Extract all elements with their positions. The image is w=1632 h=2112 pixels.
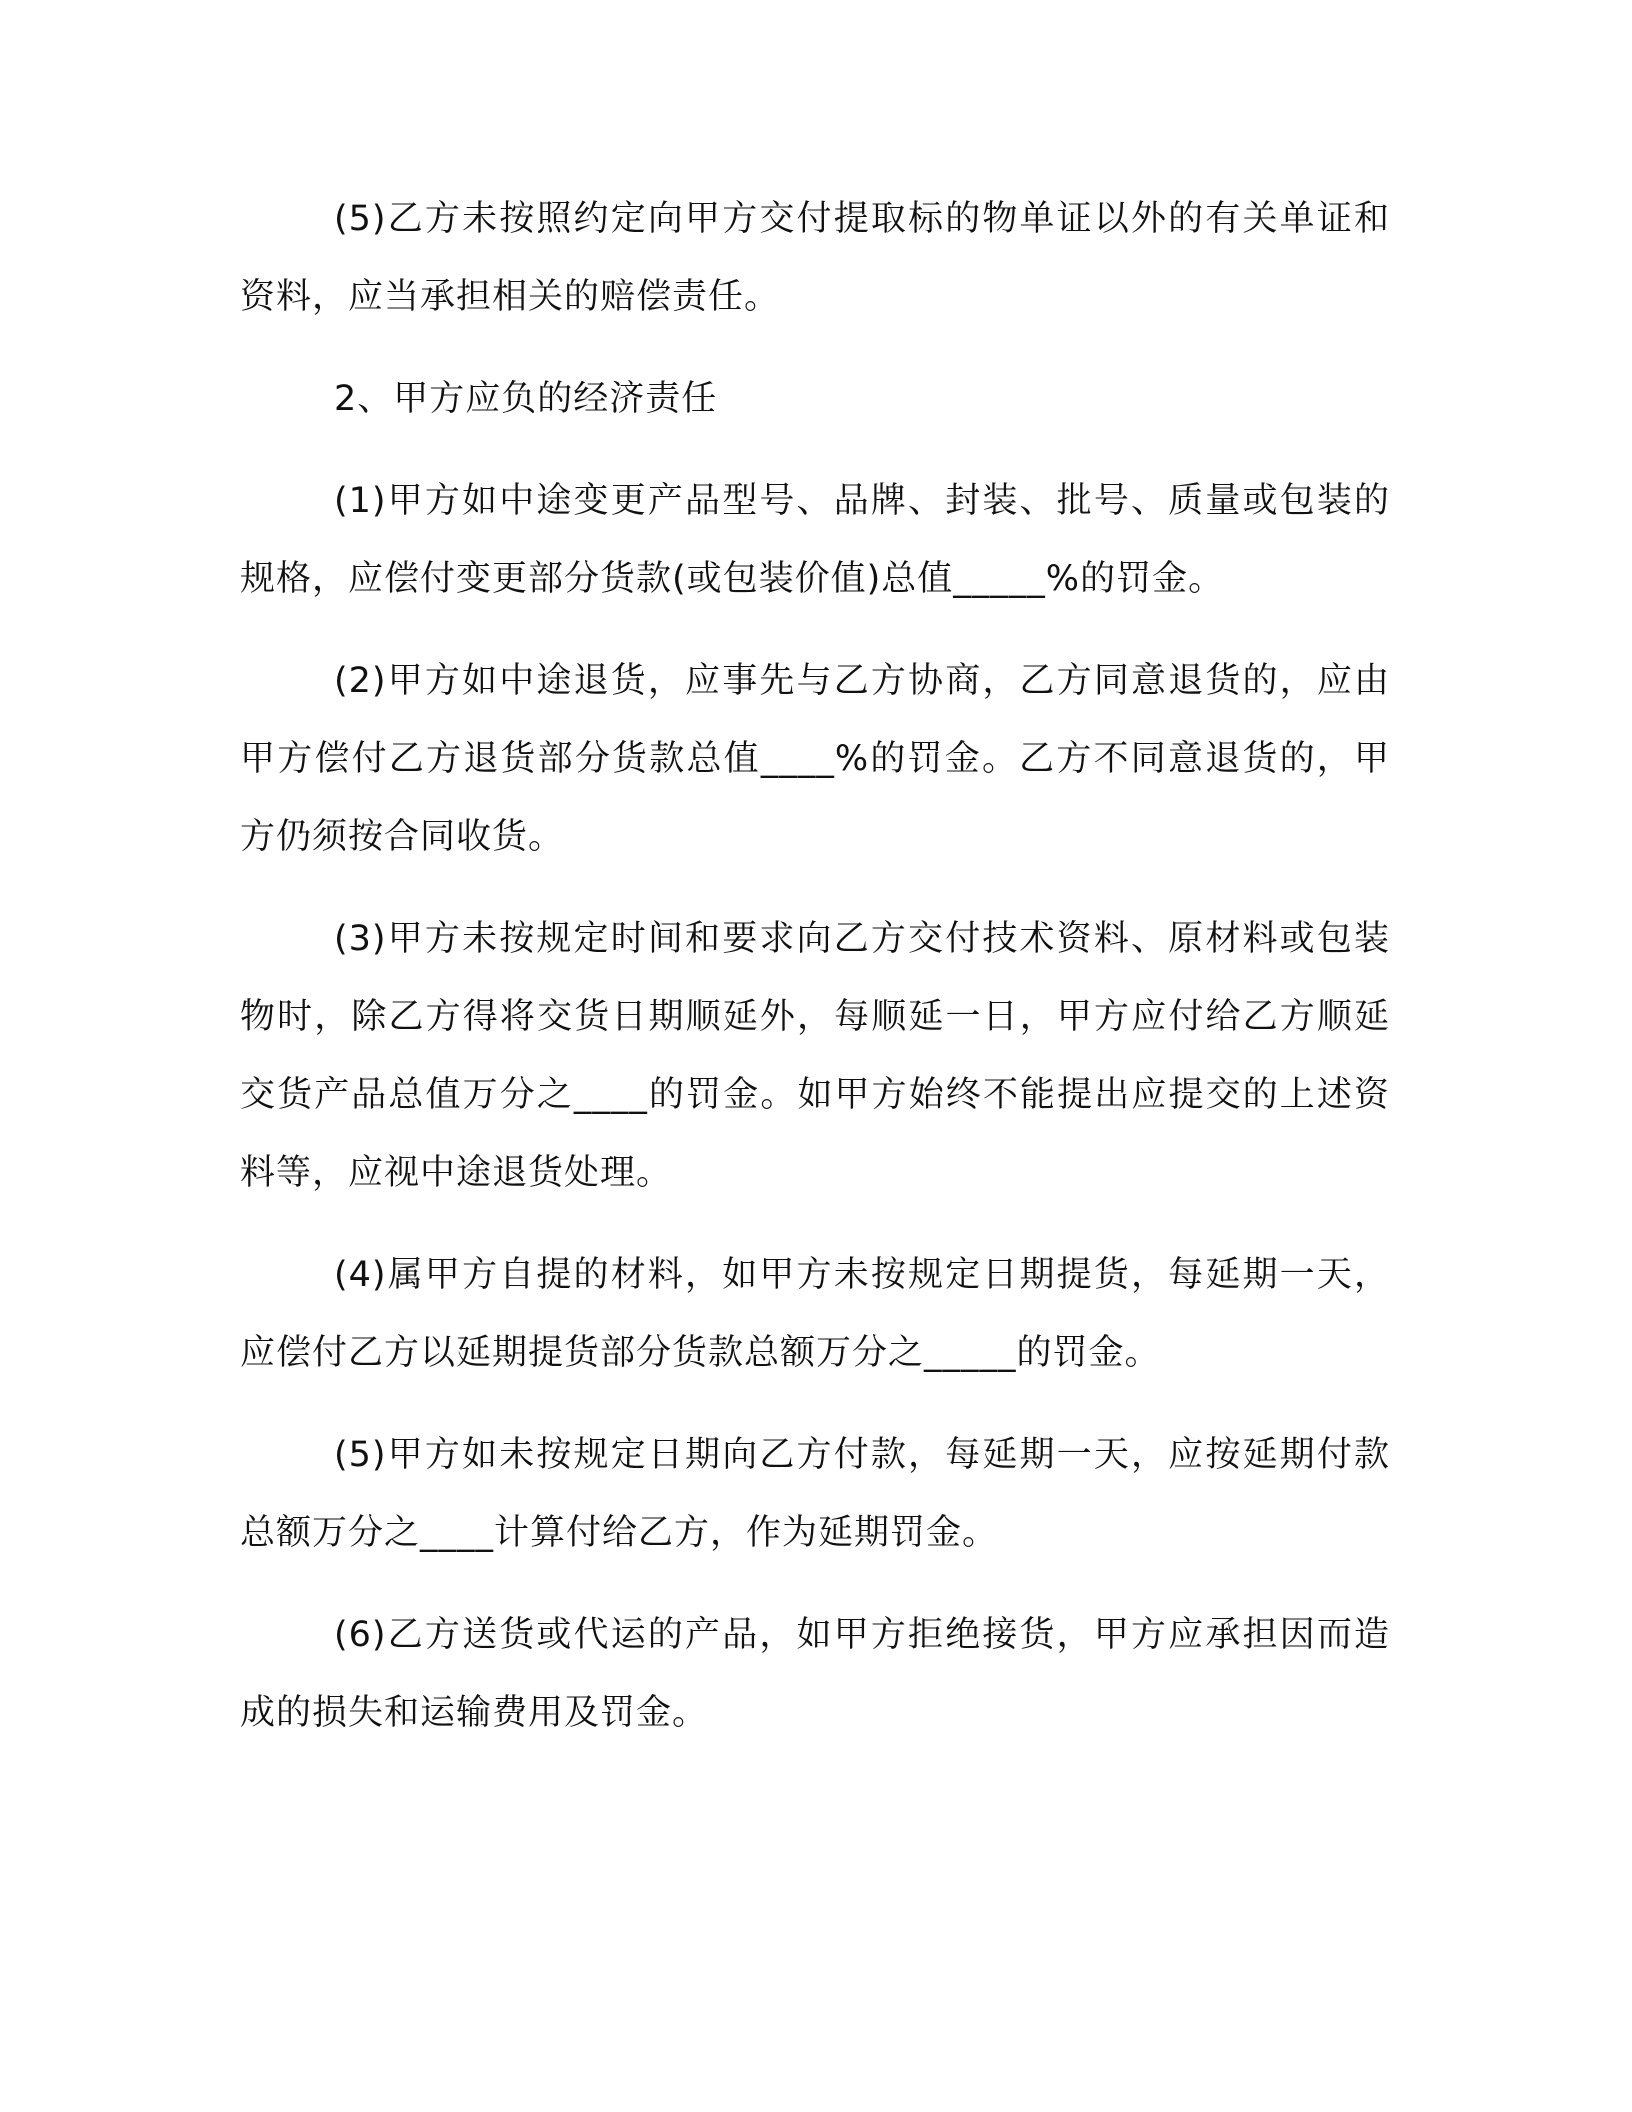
paragraph-buyer-return-goods: (2)甲方如中途退货，应事先与乙方协商，乙方同意退货的，应由甲方偿付乙方退货部分货款总值____%的罚金。乙方不同意退货的，甲方仍须按合同收货。: [240, 661, 1390, 857]
paragraph-buyer-late-materials: (3)甲方未按规定时间和要求向乙方交付技术资料、原材料或包装物时，除乙方得将交货日期顺延外，每顺延一日，甲方应付给乙方顺延交货产品总值万分之____的罚金。如甲方始终不能提出应提交的上述资料等，应视中途退货处理。: [240, 919, 1390, 1193]
section-heading-buyer-liability: 2、甲方应负的经济责任: [334, 379, 718, 419]
paragraph-buyer-late-pickup: (4)属甲方自提的材料，如甲方未按规定日期提货，每延期一天，应偿付乙方以延期提货部分货款总额万分之_____的罚金。: [240, 1255, 1390, 1373]
paragraph-buyer-refuse-delivery: (6)乙方送货或代运的产品，如甲方拒绝接货，甲方应承担因而造成的损失和运输费用及罚金。: [240, 1615, 1390, 1733]
paragraph-buyer-change-spec: (1)甲方如中途变更产品型号、品牌、封装、批号、质量或包装的规格，应偿付变更部分货款(或包装价值)总值_____%的罚金。: [240, 481, 1390, 599]
paragraph-seller-document-liability: (5)乙方未按照约定向甲方交付提取标的物单证以外的有关单证和资料，应当承担相关的赔偿责任。: [240, 199, 1390, 317]
document-body: [240, 180, 1390, 1776]
paragraph-buyer-late-payment: (5)甲方如未按规定日期向乙方付款，每延期一天，应按延期付款总额万分之____计算付给乙方，作为延期罚金。: [240, 1435, 1390, 1553]
